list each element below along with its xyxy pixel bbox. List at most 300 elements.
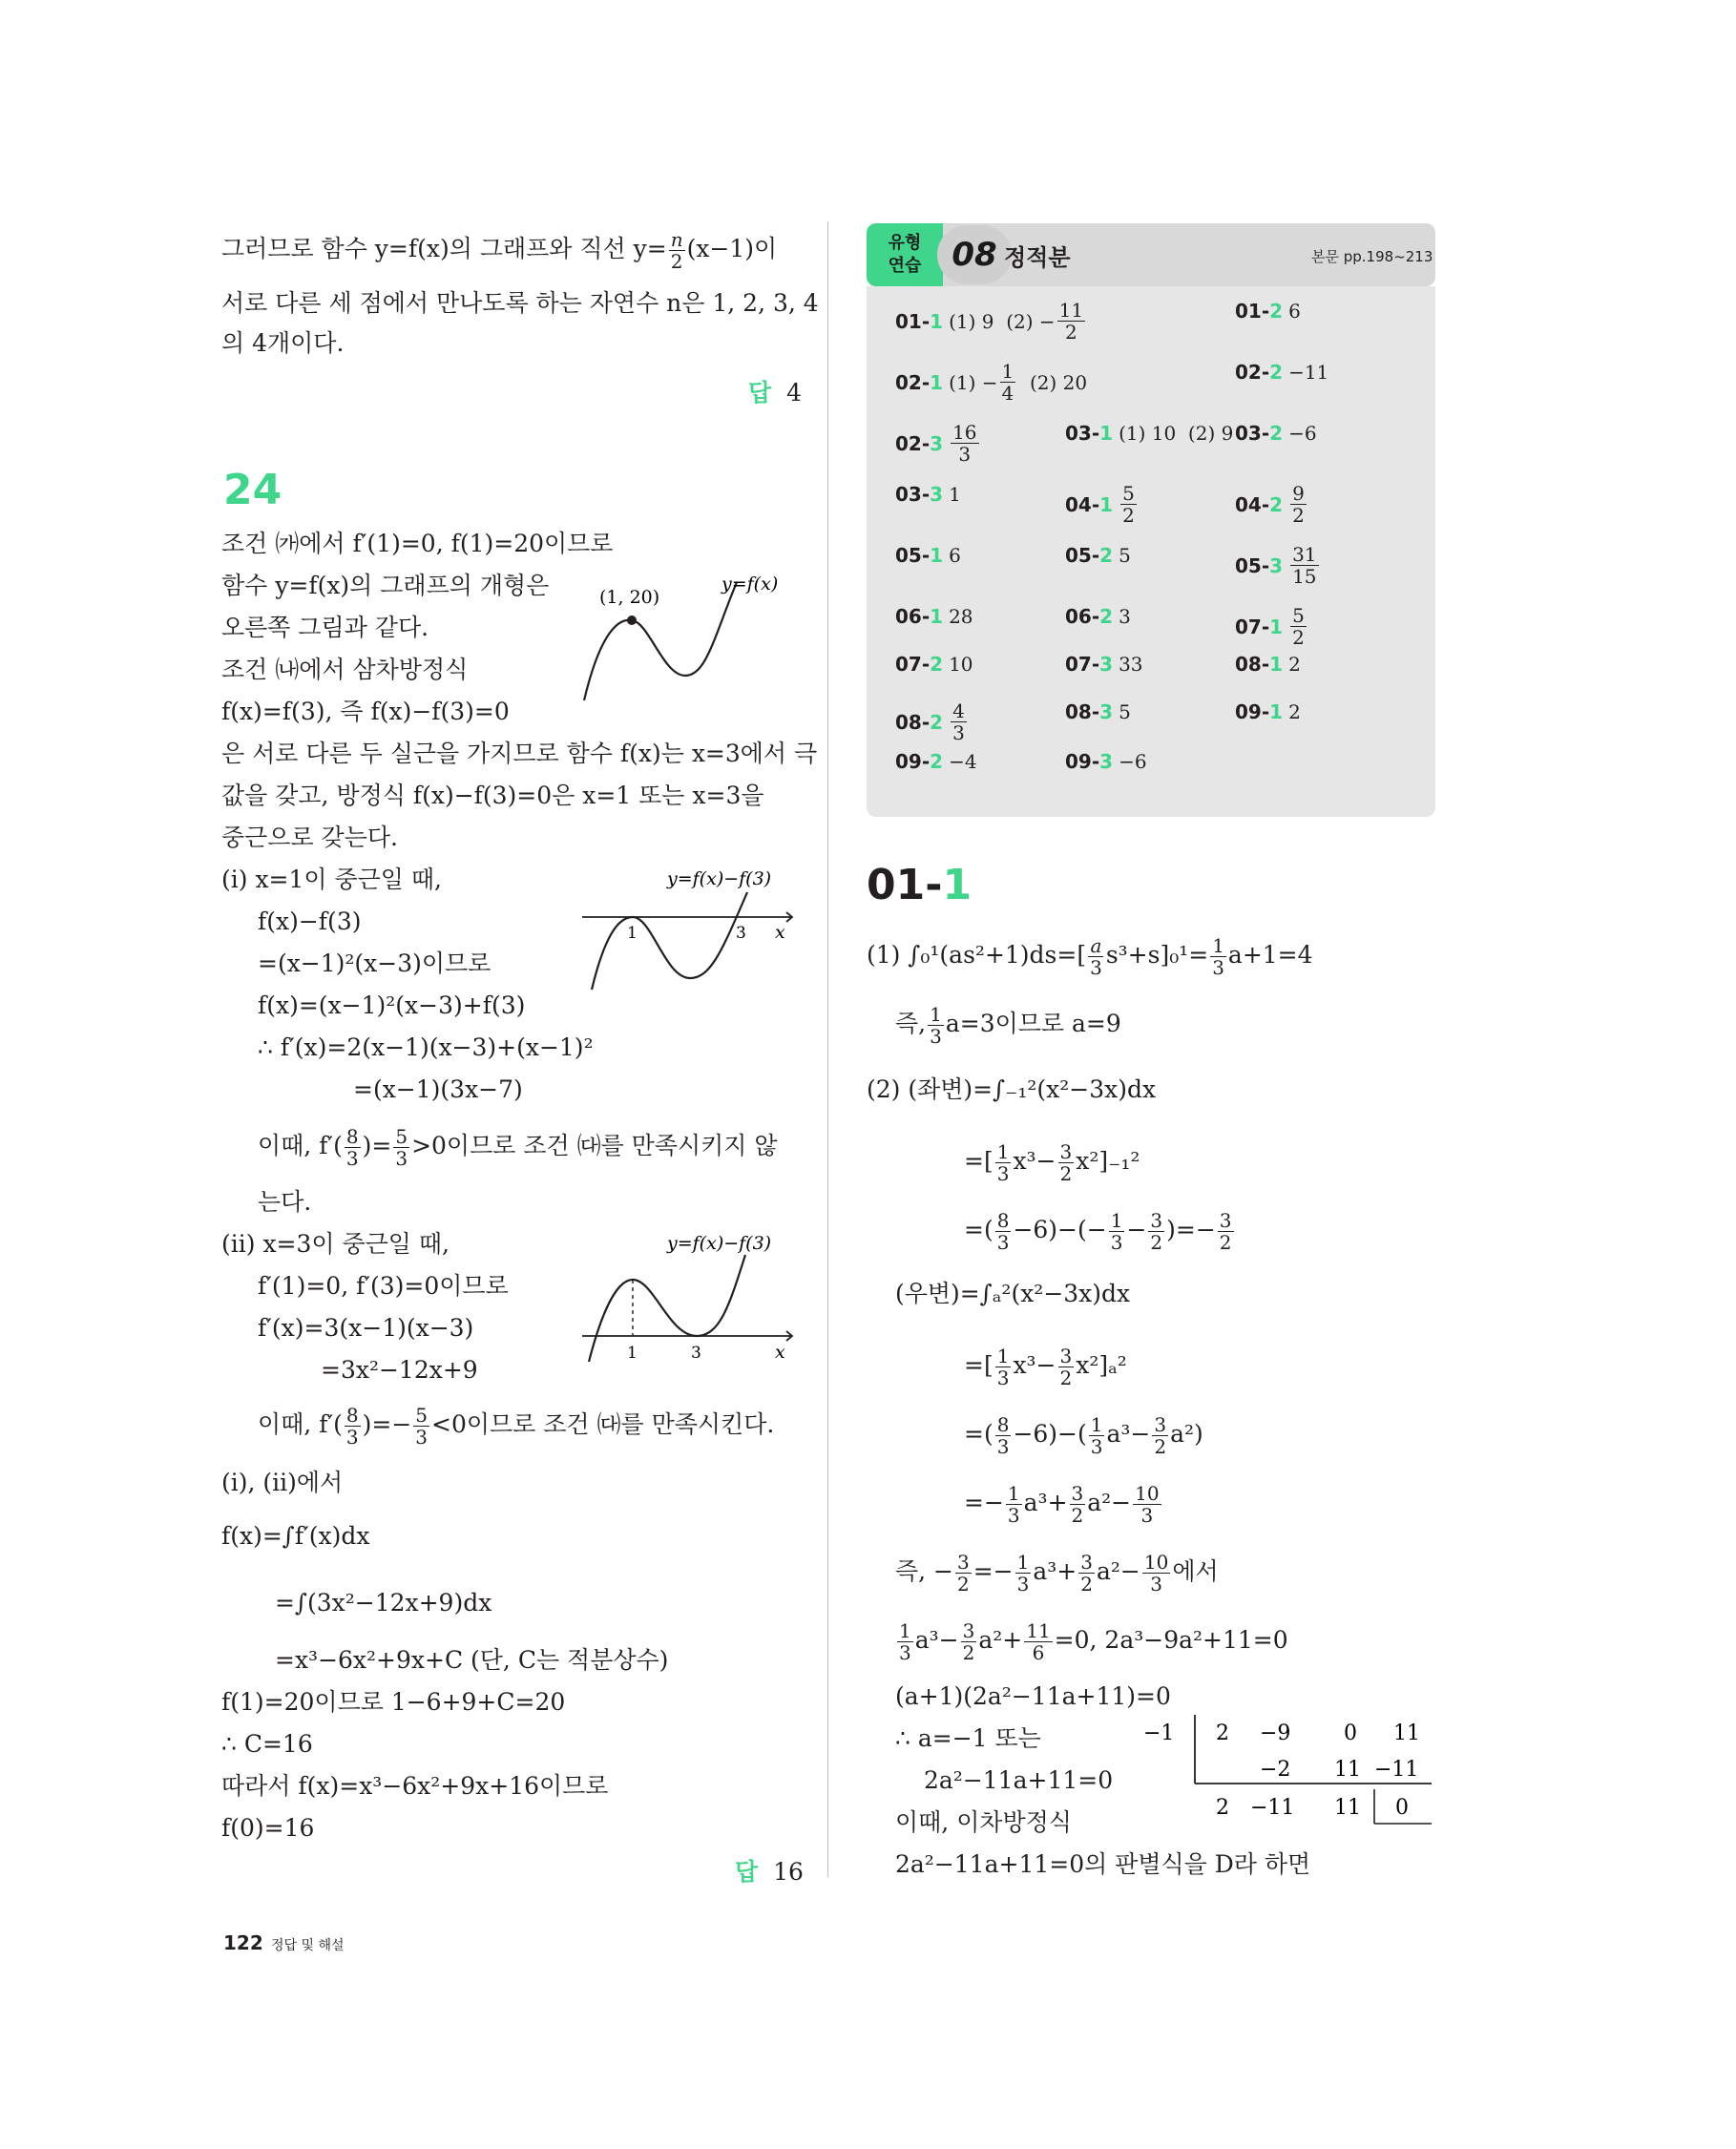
graph3-x-label: x (775, 1342, 785, 1363)
answer-text: 1 (949, 483, 961, 506)
graph2-tick-3: 3 (736, 924, 746, 943)
code-sub: 2 (1269, 422, 1284, 445)
answer-code (1235, 653, 1283, 676)
case2-line: f′(1)=0, f′(3)=0이므로 (258, 1272, 509, 1300)
answer-text: 28 (949, 605, 973, 628)
fraction-den: 2 (670, 250, 683, 273)
page-number: 122 (223, 1931, 263, 1954)
answer-item (1065, 605, 1131, 628)
fraction-num: 5 (415, 1404, 429, 1427)
code-main: 05- (1065, 544, 1100, 567)
fraction-num: 5 (1122, 482, 1135, 505)
answer-item (895, 653, 973, 676)
solution-line-9 (964, 1483, 1163, 1526)
fraction-num: 1 (930, 1003, 942, 1026)
fraction-num: 5 (395, 1125, 408, 1148)
text: 이때, f′ (258, 1410, 334, 1438)
solution-line-4 (964, 1141, 1140, 1184)
answer-after: (2) 20 (1017, 370, 1088, 394)
fraction (1000, 361, 1016, 404)
answer-code (895, 544, 943, 567)
answer-code (1235, 361, 1283, 384)
fraction-num: 8 (996, 1413, 1010, 1436)
code-main: 07- (1235, 615, 1270, 638)
text: x³− (1013, 1351, 1056, 1379)
fraction (961, 1620, 977, 1663)
code-main: 03- (1065, 422, 1100, 445)
code-sub: 3 (930, 431, 944, 455)
fraction-num: n (670, 228, 683, 251)
text: =( (964, 1216, 993, 1243)
fraction-num: 8 (996, 1209, 1010, 1232)
page-reference: 본문 pp.198~213 (1311, 248, 1433, 265)
code-sub: 3 (930, 483, 944, 506)
fraction-num: 1 (1090, 1413, 1103, 1436)
fraction (413, 1405, 429, 1448)
code-main: 02- (895, 431, 931, 455)
answer-code (895, 711, 943, 734)
synth-cell: −11 (1250, 1796, 1295, 1820)
fraction (345, 1126, 361, 1169)
text: (1) ∫₀¹(as²+1)ds=[ (867, 941, 1087, 969)
answer-1 (748, 374, 802, 408)
answer-text: (1) − (949, 370, 998, 394)
fraction-den: 2 (1292, 504, 1305, 527)
text: =− (371, 1410, 412, 1438)
answer-label: 답 (748, 379, 772, 407)
answer-text: 6 (1288, 300, 1301, 323)
para-line: 조건 ㈏에서 삼차방정식 (221, 656, 469, 683)
answer-item (1235, 700, 1301, 723)
concl-line: 따라서 f(x)=x³−6x²+9x+16이므로 (221, 1772, 609, 1800)
text: 이때, f′ (258, 1132, 334, 1159)
problem-heading-01-1 (867, 861, 972, 909)
solution-line-8 (964, 1414, 1203, 1457)
column-divider (827, 221, 828, 1877)
synth-cell: 2 (1216, 1721, 1229, 1745)
code-sub: 1 (1099, 422, 1114, 445)
concl-line: ∴ C=16 (221, 1730, 313, 1758)
fraction (995, 1210, 1012, 1253)
answer-code (1065, 750, 1113, 773)
code-sub: 3 (1099, 700, 1114, 723)
fraction-num: 3 (962, 1619, 975, 1642)
fraction-num: 4 (952, 699, 965, 722)
fraction-num: 3 (1154, 1413, 1167, 1436)
synth-cell: 2 (1216, 1796, 1229, 1820)
text: =− (973, 1557, 1014, 1585)
answer-text: −6 (1119, 750, 1147, 773)
text: a²− (1096, 1557, 1140, 1585)
fraction-den: 2 (1059, 1367, 1073, 1389)
answer-item (895, 422, 981, 465)
code-sub: 1 (930, 309, 944, 333)
fraction (1210, 935, 1226, 978)
section-tag (867, 223, 943, 286)
fraction (928, 1004, 944, 1047)
fraction-den: 2 (1059, 1162, 1073, 1185)
fraction-den: 3 (415, 1426, 429, 1449)
answer-item (895, 750, 977, 773)
fraction-den: 3 (996, 1367, 1010, 1389)
case1-line: ∴ f′(x)=2(x−1)(x−3)+(x−1)² (258, 1033, 594, 1061)
fraction-den: 3 (395, 1147, 408, 1170)
fraction-num: 1 (1001, 360, 1014, 383)
fraction-num: 3 (1219, 1209, 1232, 1232)
solution-line-7 (964, 1346, 1127, 1388)
answer-item (1235, 483, 1308, 526)
synth-cell: −11 (1374, 1758, 1419, 1782)
solution-line-10 (895, 1552, 1219, 1595)
answer-code (895, 483, 943, 506)
fraction (1024, 1620, 1052, 1663)
fraction-num: 11 (1026, 1619, 1051, 1642)
fraction-den: 3 (1150, 1573, 1162, 1596)
case2-title: (ⅱ) x=3이 중근일 때, (221, 1230, 450, 1258)
answer-text: 2 (1288, 653, 1301, 676)
fraction-den: 3 (996, 1162, 1010, 1185)
code-sub: 2 (1269, 361, 1284, 384)
answer-code (895, 371, 943, 394)
text: −6)−(− (1013, 1216, 1107, 1243)
case2-line: f′(x)=3(x−1)(x−3) (258, 1314, 474, 1342)
answer-item (1065, 700, 1131, 723)
fraction (1070, 1483, 1086, 1526)
code-main: 05- (1235, 553, 1270, 577)
para-line: f(x)=f(3), 즉 f(x)−f(3)=0 (221, 698, 510, 725)
fraction-num: 1 (1110, 1209, 1123, 1232)
answer-code (895, 605, 943, 628)
fraction-num: 1 (1212, 934, 1224, 957)
divisor: −1 (1143, 1721, 1175, 1745)
fraction (1218, 1210, 1234, 1253)
intro-line-1 (221, 229, 777, 272)
answer-code (1065, 605, 1113, 628)
answer-code (895, 653, 943, 676)
fraction-den: 2 (1292, 626, 1305, 649)
answer-item (1235, 422, 1317, 445)
fraction (1078, 1552, 1095, 1595)
text: −6)−( (1013, 1420, 1087, 1448)
answer-text: 10 (949, 653, 973, 676)
case1-line: =(x−1)²(x−3)이므로 (258, 949, 492, 977)
solution-line-2 (895, 1004, 1121, 1047)
code-main: 09- (1065, 750, 1100, 773)
graph-cubic-3 (577, 1226, 802, 1369)
fraction-den: 3 (996, 1231, 1010, 1254)
code-main: 06- (895, 605, 931, 628)
solution-line-16: 2a²−11a+11=0의 판별식을 D라 하면 (895, 1850, 1311, 1878)
fraction-num: 1 (1016, 1551, 1030, 1574)
code-main: 09- (1235, 700, 1270, 723)
code-main: 08- (1235, 653, 1270, 676)
para-line: 중근으로 갖는다. (221, 824, 398, 851)
concl-line: =∫(3x²−12x+9)dx (275, 1589, 492, 1617)
case1-line-6: 이때, f′( $\frac{8}{3}$ )= $\frac{5}{3}$ >0이므로 조건 ㈐를 만족시키지 않 (258, 1125, 778, 1170)
fraction-num: 11 (1058, 299, 1084, 322)
fraction-num: a (1090, 934, 1102, 957)
text: x²]₋₁² (1076, 1147, 1140, 1175)
answer-label: 답 (735, 1858, 759, 1886)
fraction (1133, 1483, 1161, 1526)
fraction-den: 15 (1292, 565, 1317, 588)
fraction (345, 1405, 361, 1448)
synth-cell: 11 (1393, 1721, 1420, 1745)
text: a³− (1106, 1420, 1151, 1448)
code-main: 04- (1065, 492, 1100, 516)
solution-line-6: (우변)=∫ₐ²(x²−3x)dx (895, 1280, 1131, 1307)
graph3-tick-1: 1 (627, 1344, 638, 1363)
text: = (371, 1132, 392, 1159)
fraction-num: 5 (1292, 604, 1305, 627)
synthetic-division (1136, 1713, 1441, 1827)
fraction-den: 2 (1150, 1231, 1163, 1254)
fraction-den: 6 (1032, 1641, 1045, 1664)
fraction (1015, 1552, 1032, 1595)
answer-code (1235, 300, 1283, 323)
fraction (1152, 1414, 1168, 1457)
code-main: 08- (895, 710, 931, 734)
code-main: 05- (895, 544, 931, 567)
fraction (951, 422, 978, 465)
fraction-den: 2 (957, 1573, 970, 1596)
text: a²− (1087, 1489, 1132, 1516)
answer-code (1065, 700, 1113, 723)
text: <0이므로 조건 ㈐를 만족시킨다. (431, 1410, 775, 1438)
code-main: 04- (1235, 492, 1270, 516)
text: )=− (1166, 1216, 1216, 1243)
fraction (1142, 1552, 1170, 1595)
answer-text: 2 (1288, 700, 1301, 723)
synth-cell: 0 (1395, 1796, 1409, 1820)
text: =[ (964, 1147, 993, 1175)
fraction-num: 3 (1071, 1482, 1084, 1505)
code-main: 03- (895, 483, 931, 506)
code-sub: 2 (1099, 605, 1114, 628)
fraction-num: 3 (1080, 1551, 1093, 1574)
synth-cell: 11 (1334, 1796, 1361, 1820)
fraction-den: 3 (930, 1025, 942, 1048)
solution-line-5 (964, 1210, 1236, 1253)
fraction (1088, 935, 1104, 978)
fraction-num: 1 (1007, 1482, 1020, 1505)
code-sub: 3 (1269, 553, 1284, 577)
text: x²]ₐ² (1076, 1351, 1127, 1379)
code-sub: 2 (930, 750, 944, 773)
answer-2 (735, 1853, 804, 1888)
code-sub: 1 (1099, 492, 1114, 516)
answer-item (1065, 750, 1147, 773)
answer-code (1065, 493, 1113, 516)
concl-line: f(0)=16 (221, 1814, 315, 1842)
code-sub: 1 (1269, 700, 1284, 723)
fraction-den: 2 (1071, 1504, 1084, 1527)
text: =0, 2a³−9a²+11=0 (1054, 1626, 1288, 1654)
answer-item (1235, 361, 1328, 384)
fraction-den: 2 (1065, 321, 1077, 344)
answer-code (895, 432, 943, 455)
answer-item (895, 483, 961, 506)
fraction-den: 3 (1016, 1573, 1030, 1596)
solution-line-12: (a+1)(2a²−11a+11)=0 (895, 1682, 1171, 1710)
answer-code (1065, 653, 1113, 676)
tag-line: 연습 (888, 256, 922, 276)
text: s³+s]₀¹= (1105, 941, 1209, 969)
fraction-num: 9 (1292, 482, 1305, 505)
code-main: 07- (1065, 653, 1100, 676)
answer-text: 33 (1119, 653, 1143, 676)
synth-cell: −9 (1260, 1721, 1291, 1745)
text: 즉, − (895, 1557, 953, 1585)
fraction (1058, 1141, 1075, 1184)
code-main: 06- (1065, 605, 1100, 628)
fraction-num: 10 (1135, 1482, 1160, 1505)
footer-text: 정답 및 해설 (271, 1938, 345, 1953)
answer-code (1235, 554, 1283, 577)
fraction (897, 1620, 913, 1663)
answer-text: 3 (1119, 605, 1131, 628)
synth-cell: 0 (1344, 1721, 1357, 1745)
fraction (1290, 544, 1318, 587)
text: a+1=4 (1227, 941, 1313, 969)
solution-line-15: 이때, 이차방정식 (895, 1808, 1072, 1836)
fraction-num: 10 (1143, 1551, 1169, 1574)
max-point-marker (627, 615, 637, 625)
answer-item (1065, 653, 1143, 676)
text: 즉, (895, 1010, 927, 1037)
fraction-den: 2 (1154, 1435, 1167, 1458)
answer-text: −4 (949, 750, 977, 773)
code-main: 01- (1235, 300, 1270, 323)
answer-code (1065, 422, 1113, 445)
code-sub: 2 (1099, 544, 1114, 567)
text: − (1126, 1216, 1147, 1243)
fraction (393, 1126, 409, 1169)
fraction (1290, 605, 1307, 648)
synth-cell: −2 (1260, 1758, 1291, 1782)
graph-cubic-1 (573, 571, 802, 704)
para-line: 오른쪽 그림과 같다. (221, 614, 429, 641)
solution-line-3: (2) (좌변)=∫₋₁²(x²−3x)dx (867, 1075, 1157, 1103)
code-main: 07- (895, 653, 931, 676)
tag-line: 유형 (888, 233, 922, 253)
code-main: 02- (1235, 361, 1270, 384)
intro-line-3: 의 4개이다. (221, 329, 345, 357)
fraction (1006, 1483, 1022, 1526)
fraction-den: 2 (962, 1641, 975, 1664)
graph-cubic-2 (577, 864, 802, 997)
fraction (1057, 300, 1085, 343)
case1-line: =(x−1)(3x−7) (353, 1075, 523, 1103)
code-sub: 1 (930, 544, 944, 567)
synth-cell: 11 (1334, 1758, 1361, 1782)
fraction-num: 1 (899, 1619, 911, 1642)
answer-item (1065, 544, 1131, 567)
answer-item (895, 700, 969, 743)
fraction-num: 1 (996, 1140, 1010, 1163)
code-main: 03- (1235, 422, 1270, 445)
answer-item (1235, 300, 1301, 323)
answer-text: (1) 10 (2) 9 (1119, 422, 1234, 445)
text: a²+ (978, 1626, 1023, 1654)
intro-text-end: (x−1)이 (686, 235, 778, 262)
answer-item (1235, 653, 1301, 676)
fraction-den: 3 (996, 1435, 1010, 1458)
code-main: 02- (895, 370, 931, 394)
fraction-num: 3 (1150, 1209, 1163, 1232)
code-sub: 2 (930, 710, 944, 734)
answer-item (895, 300, 1087, 343)
fraction-num: 3 (957, 1551, 970, 1574)
heading-main: 01- (867, 861, 943, 909)
case1-line: f(x)−f(3) (258, 908, 362, 935)
graph1-point-label: (1, 20) (599, 587, 660, 608)
fraction-den: 3 (345, 1147, 359, 1170)
fraction-den: 2 (1080, 1573, 1093, 1596)
text: =( (964, 1420, 993, 1448)
case1-line: 는다. (258, 1188, 312, 1216)
text: x³− (1013, 1147, 1056, 1175)
fraction-num: 8 (345, 1125, 359, 1148)
answer-value: 16 (773, 1858, 804, 1886)
case2-line-4: 이때, f′( $\frac{8}{3}$ )=− $\frac{5}{3}$ <0이므로 조건 ㈐를 만족시킨다. (258, 1404, 775, 1449)
fraction (995, 1414, 1012, 1457)
section-number-08: 08 (937, 225, 1012, 284)
text: a³+ (1033, 1557, 1077, 1585)
fraction-den: 3 (1090, 1435, 1103, 1458)
text: >0이므로 조건 ㈐를 만족시키지 않 (411, 1132, 778, 1159)
para-line: 조건 ㈎에서 f′(1)=0, f(1)=20이므로 (221, 530, 614, 557)
code-sub: 2 (1269, 300, 1284, 323)
answer-item (895, 544, 961, 567)
fraction-den: 2 (1122, 504, 1135, 527)
case1-line: f(x)=(x−1)²(x−3)+f(3) (258, 991, 526, 1019)
fraction-num: 3 (1059, 1140, 1073, 1163)
para-line: 값을 갖고, 방정식 f(x)−f(3)=0은 x=1 또는 x=3을 (221, 782, 764, 809)
graph2-tick-1: 1 (627, 924, 638, 943)
answer-item (895, 361, 1087, 404)
fraction-num: 8 (345, 1404, 359, 1427)
answer-code (895, 310, 943, 333)
answer-item (1235, 544, 1321, 587)
para-line: 은 서로 다른 두 실근을 가지므로 함수 f(x)는 x=3에서 극 (221, 740, 818, 767)
graph3-curve-label: y=f(x)−f(3) (667, 1233, 772, 1254)
fraction-num: 16 (952, 421, 977, 444)
fraction-den: 3 (1212, 956, 1224, 979)
text: a²) (1170, 1420, 1203, 1448)
concl-line: (ⅰ), (ⅱ)에서 (221, 1469, 344, 1496)
fraction (955, 1552, 972, 1595)
code-main: 08- (1065, 700, 1100, 723)
answer-value: 4 (786, 379, 802, 407)
concl-line: f(1)=20이므로 1−6+9+C=20 (221, 1688, 566, 1716)
fraction-den: 4 (1001, 382, 1014, 405)
answer-text: 5 (1119, 700, 1131, 723)
fraction (1148, 1210, 1164, 1253)
intro-text: 그러므로 함수 y=f(x)의 그래프와 직선 y= (221, 235, 667, 262)
answer-item (895, 605, 973, 628)
answer-item (1235, 605, 1308, 648)
fraction-den: 2 (1219, 1231, 1232, 1254)
intro-line-2: 서로 다른 세 점에서 만나도록 하는 자연수 n은 1, 2, 3, 4 (221, 289, 819, 317)
case2-line: =3x²−12x+9 (321, 1356, 478, 1384)
fraction-den: 3 (345, 1426, 359, 1449)
fraction (1120, 483, 1137, 526)
concl-line: =x³−6x²+9x+C (단, C는 적분상수) (275, 1646, 669, 1674)
graph1-curve-label: y=f(x) (722, 574, 779, 595)
fraction-den: 3 (958, 443, 972, 466)
answer-code (1065, 544, 1113, 567)
